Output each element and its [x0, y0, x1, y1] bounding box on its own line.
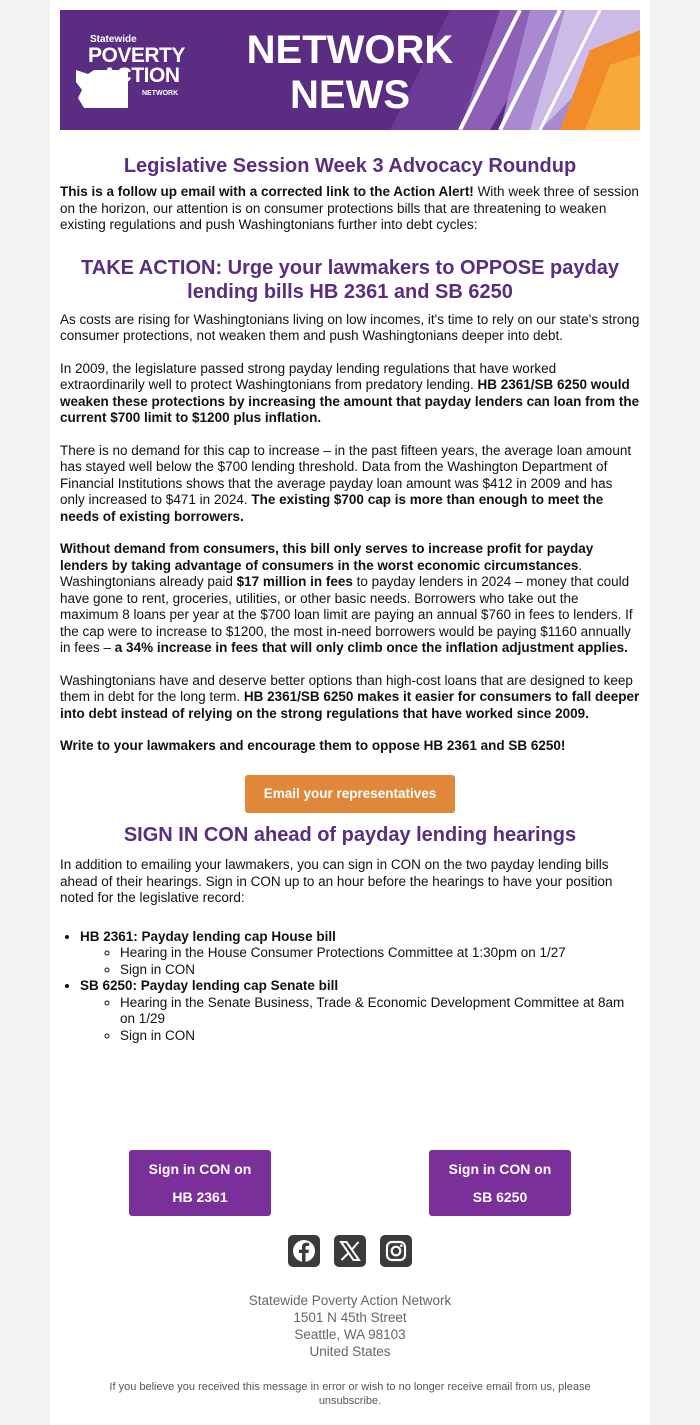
paragraph-fees: Without demand from consumers, this bill only serves to increase profit for payday lenders by taking advantage of consumers in the worst economic circumstances. Washingtonians already paid $17 million in fees to payday lenders in 2024 – money that could have gone to rent, groceries, utilities, or other basic needs. Borrowers who take out the maximum 8 loans per year at the $700 loan limit are paying an annual $760 in fees to lenders. If the cap were to increase to $1200, the most in-need borrowers would be paying $1160 annually in fees – a 34% increase in fees that will only climb once the inflation adjustment applies.	[60, 541, 633, 655]
paragraph-demand: There is no demand for this cap to increase – in the past fifteen years, the average loan amount has stayed well below the $700 lending threshold. Data from the Washington Department of Financial Institutions shows that the average payday loan amount was $412 in 2009 and has only increased to $471 in 2024. The existing $700 cap is more than enough to meet the needs of existing borrowers.	[60, 442, 632, 524]
footer-org: Statewide Poverty Action Network	[248, 1293, 452, 1308]
logo-network: NETWORK	[142, 90, 179, 97]
logo-action: ACTION	[102, 64, 180, 87]
sign-in-con-hb-2361-button[interactable]: Sign in CON on HB 2361	[129, 1150, 271, 1216]
email-card	[50, 0, 650, 1425]
title-line2: NEWS	[290, 73, 410, 117]
logo-poverty: POVERTY	[88, 44, 185, 67]
paragraph-2009: In 2009, the legislature passed strong payday lending regulations that have worked extraordinarily well to protect Washingtonians from predatory lending. HB 2361/SB 6250 would weaken these protections by increasing the amount that payday lenders can loan from the current $700 limit to $1200 plus inflation.	[60, 360, 640, 425]
logo-statewide: Statewide	[90, 34, 137, 45]
heading-roundup: Legislative Session Week 3 Advocacy Roundup	[123, 155, 577, 177]
sign-in-con-sb-6250-button[interactable]: Sign in CON on SB 6250	[429, 1150, 571, 1216]
list-item: • SB 6250: Payday lending cap Senate bill ◦ Hearing in the Senate Business, Trade & Economic Development Committee at 8am on 1/29 ◦ Sign in CON	[80, 978, 640, 1044]
paragraph-write: Write to your lawmakers and encourage them to oppose HB 2361 and SB 6250!	[60, 738, 566, 753]
heading-take-action: TAKE ACTION: Urge your lawmakers to OPPOSE payday lending bills HB 2361 and SB 6250	[81, 256, 619, 303]
social-links	[288, 1235, 414, 1269]
logo	[74, 34, 214, 114]
paragraph-better-options: Washingtonians have and deserve better options than high-cost loans that are designed to keep them in debt for the long term. HB 2361/SB 6250 makes it easier for consumers to fall deeper into debt instead of relying on the strong regulations that have worked since 2009.	[60, 672, 640, 721]
bill-list	[60, 929, 640, 1045]
footer-city: Seattle, WA 98103	[294, 1327, 406, 1342]
footer-address	[0, 1292, 700, 1360]
x-icon[interactable]	[334, 1235, 366, 1267]
instagram-icon[interactable]	[380, 1235, 412, 1267]
email-representatives-button[interactable]: Email your representatives	[245, 775, 456, 814]
heading-sign-in-con: SIGN IN CON ahead of payday lending hearings	[123, 824, 577, 846]
newsletter-title	[230, 28, 470, 118]
list-item: ◦ Sign in CON	[120, 962, 640, 979]
footer-street: 1501 N 45th Street	[293, 1310, 407, 1325]
unsubscribe-note[interactable]: If you believe you received this message in error or wish to no longer receive email from us, please unsubscribe.	[109, 1381, 591, 1407]
list-item: ◦ Hearing in the Senate Business, Trade & Economic Development Committee at 8am on 1/29	[120, 995, 640, 1028]
intro-paragraph: This is a follow up email with a corrected link to the Action Alert! With week three of session on the horizon, our attention is on consumer protections bills that are threatening to weaken existing regulations and push Washingtonians further into debt cycles:	[60, 184, 639, 232]
footer-country: United States	[309, 1344, 391, 1359]
list-item: • HB 2361: Payday lending cap House bill ◦ Hearing in the House Consumer Protections Committee at 1:30pm on 1/27 ◦ Sign in CON	[80, 929, 640, 979]
list-item: ◦ Sign in CON	[120, 1028, 640, 1045]
header-banner	[60, 10, 640, 130]
cta-wrapper	[60, 775, 640, 814]
email-body	[60, 150, 640, 1044]
paragraph-sign-in: In addition to emailing your lawmakers, you can sign in CON on the two payday lending bills ahead of their hearings. Sign in CON up to an hour before the hearings to have your position noted for the legislative record:	[60, 857, 613, 905]
title-line1: NETWORK	[246, 28, 454, 72]
paragraph-costs: As costs are rising for Washingtonians living on low incomes, it's time to rely on our state's strong consumer protections, not weaken them and push Washingtonians deeper into debt.	[60, 311, 640, 343]
facebook-icon[interactable]	[288, 1235, 320, 1267]
list-item: ◦ Hearing in the House Consumer Protections Committee at 1:30pm on 1/27	[120, 945, 640, 962]
